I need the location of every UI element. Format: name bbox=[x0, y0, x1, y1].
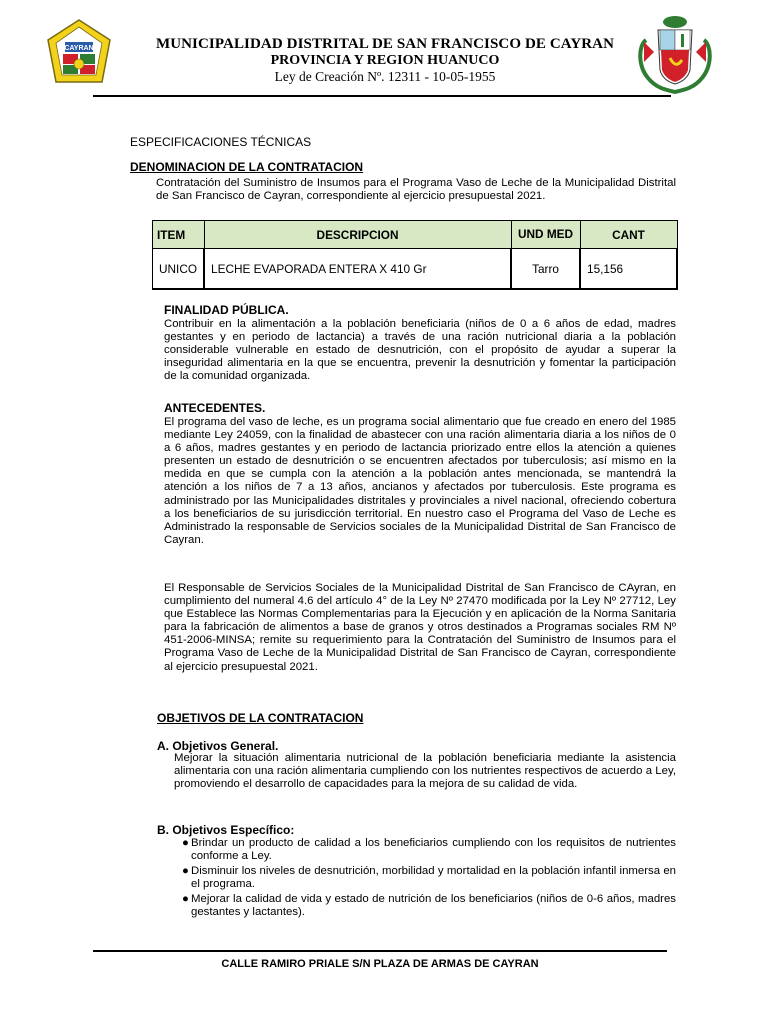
header-municipality-name: MUNICIPALIDAD DISTRITAL DE SAN FRANCISCO DE CAYRAN bbox=[155, 36, 615, 52]
objetivo-general-text: Mejorar la situación alimentaria nutricional de la población beneficiaria mediante la asistencia alimentaria con una ración alimentaria cumpliendo con los nutrientes respectivos de acuerdo a Ley, promoviendo el desarrollo de capacidades para la mejora de su calidad de vida. bbox=[174, 752, 676, 791]
denominacion-text: Contratación del Suministro de Insumos para el Programa Vaso de Leche de la Municipalidad Distrital de San Francisco de Cayran, correspondiente al ejercicio presupuestal 2021. bbox=[156, 177, 676, 203]
bullet-icon: ● bbox=[182, 837, 189, 849]
table-header-descripcion: DESCRIPCION bbox=[204, 221, 511, 249]
table-header-item: ITEM bbox=[153, 221, 205, 249]
table-header-row bbox=[153, 221, 678, 249]
table-cell-und-med: Tarro bbox=[511, 249, 580, 290]
table-header-und-med: UND MED bbox=[511, 221, 580, 249]
objetivo-general-title: A. Objetivos General. bbox=[157, 739, 279, 753]
table-cell-cant: 15,156 bbox=[580, 249, 677, 290]
list-item-text: Brindar un producto de calidad a los beneficiarios cumpliendo con los requisitos de nutrientes conforme a Ley. bbox=[191, 837, 676, 863]
bullet-icon: ● bbox=[182, 865, 189, 878]
table-cell-item: UNICO bbox=[153, 249, 205, 290]
antecedentes-paragraph-1: El programa del vaso de leche, es un programa social alimentario que fue creado en enero del 1985 mediante Ley 24059, con la finalidad de abastecer con una ración alimentaria diaria a los niños de 0 a 6 años, madres gestantes y en periodo de lactancia priorizado entre ellos la atención a quienes presenten un estado de desnutrición o se encuentren afectados por tuberculosis; así mismo en la medida en que se cumpla con la atención a la población antes mencionada, se mantendrá la atención a los niños de 7 a 13 años, ancianos y afectados por tuberculosis. Este programa es administrado por las Municipalidades distritales y provinciales a nivel nacional, ofreciendo cobertura a los beneficiarios de su jurisdicción territorial. En nuestro caso el Programa del Vaso de Leche es Administrado la responsable de Servicios sociales de la Municipalidad Distrital de San Francisco de Cayran. bbox=[164, 416, 676, 546]
table-cell-descripcion: LECHE EVAPORADA ENTERA X 410 Gr bbox=[204, 249, 511, 290]
header-divider bbox=[93, 95, 671, 97]
list-item bbox=[182, 837, 676, 863]
municipal-emblem-logo bbox=[44, 18, 114, 88]
objetivos-title: OBJETIVOS DE LA CONTRATACION bbox=[157, 711, 364, 725]
header-province: PROVINCIA Y REGION HUANUCO bbox=[270, 53, 500, 68]
list-item-text: Disminuir los niveles de desnutrición, morbilidad y mortalidad en la población infantil inmersa en el programa. bbox=[191, 865, 676, 891]
table-row bbox=[153, 249, 678, 290]
footer-divider bbox=[93, 950, 667, 952]
header-creation-law: Ley de Creación Nº. 12311 - 10-05-1955 bbox=[274, 69, 496, 84]
footer-address: CALLE RAMIRO PRIALE S/N PLAZA DE ARMAS DE CAYRAN bbox=[221, 958, 539, 970]
emblem-text: CAYRAN bbox=[64, 45, 94, 52]
antecedentes-paragraph-2: El Responsable de Servicios Sociales de la Municipalidad Distrital de San Francisco de CAyran, en cumplimiento del numeral 4.6 del artículo 4° de la Ley Nº 27470 modificada por la Ley Nº 27712, Ley que Establece las Normas Complementarias para la Ejecución y en aplicación de la Norma Sanitaria para la fabricación de alimentos a base de granos y otros destinados a Programas sociales RM Nº 451-2006-MINSA; remite su requerimiento para la Contratación del Suministro de Insumos para el Programa Vaso de Leche de la Municipalidad Distrital de San Francisco de Cayran, correspondiente al ejercicio presupuestal 2021. bbox=[164, 582, 676, 673]
antecedentes-title: ANTECEDENTES. bbox=[164, 401, 266, 415]
list-item bbox=[182, 893, 676, 919]
items-table bbox=[152, 220, 678, 290]
spec-title: ESPECIFICACIONES TÉCNICAS bbox=[130, 135, 312, 149]
bullet-icon: ● bbox=[182, 893, 189, 906]
list-item bbox=[182, 865, 676, 891]
objetivo-especifico-list bbox=[182, 837, 676, 922]
denominacion-title: DENOMINACION DE LA CONTRATACION bbox=[130, 160, 364, 174]
finalidad-title: FINALIDAD PÚBLICA. bbox=[164, 303, 289, 317]
list-item-text: Mejorar la calidad de vida y estado de nutrición de los beneficiarios (niños de 0-6 años, madres gestantes y lactantes). bbox=[191, 893, 676, 919]
finalidad-text: Contribuir en la alimentación a la población beneficiaria (niños de 0 a 6 años de edad, madres gestantes y en periodo de lactancia) a través de una ración nutricional diaria a la población considerable vulnerable en estado de desnutrición, con el propósito de ayudar a superar la inseguridad alimentaria en la que se encuentra, prevenir la desnutrición y fomentar la participación de la comunidad organizada. bbox=[164, 318, 676, 383]
table-header-cant: CANT bbox=[580, 221, 677, 249]
objetivo-especifico-title: B. Objetivos Específico: bbox=[157, 823, 295, 837]
